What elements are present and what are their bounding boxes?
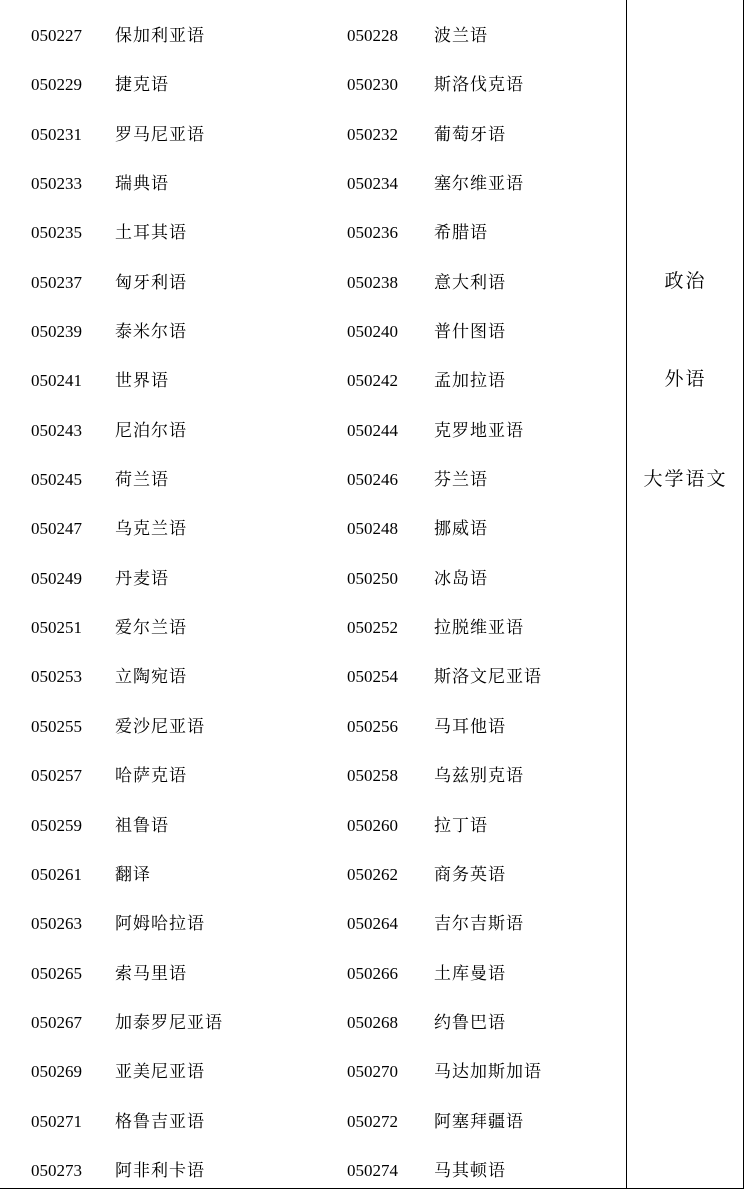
table-row	[0, 603, 626, 652]
major-name: 阿姆哈拉语	[115, 914, 205, 934]
major-name: 泰米尔语	[115, 322, 187, 342]
major-code: 050259	[31, 815, 82, 835]
major-name: 捷克语	[115, 75, 169, 95]
major-code: 050255	[31, 716, 82, 736]
major-code: 050274	[347, 1160, 398, 1180]
major-name: 爱沙尼亚语	[115, 716, 205, 736]
table-row	[0, 159, 626, 208]
major-code: 050233	[31, 174, 82, 194]
table-row	[0, 504, 626, 553]
major-code: 050227	[31, 26, 82, 45]
subject-foreign-language: 外语	[664, 369, 707, 390]
table-row	[0, 356, 626, 405]
table-row	[0, 307, 626, 356]
major-code: 050261	[31, 864, 82, 884]
major-name: 马耳他语	[434, 716, 506, 736]
major-name: 翻译	[115, 864, 151, 884]
table-row	[0, 850, 626, 899]
major-code: 050243	[31, 420, 82, 440]
major-name: 马达加斯加语	[434, 1062, 542, 1082]
major-code: 050264	[347, 914, 398, 934]
major-name: 世界语	[115, 371, 169, 391]
major-name: 保加利亚语	[115, 26, 205, 45]
major-code: 050268	[347, 1012, 398, 1032]
major-name: 索马里语	[115, 963, 187, 983]
major-code: 050267	[31, 1012, 82, 1032]
major-name: 土库曼语	[434, 963, 506, 983]
major-code: 050244	[347, 420, 398, 440]
major-code: 050252	[347, 618, 398, 638]
table-row	[0, 455, 626, 504]
table-row	[0, 702, 626, 751]
subject-college-chinese: 大学语文	[643, 469, 728, 490]
major-code: 050240	[347, 322, 398, 342]
table-row	[0, 949, 626, 998]
major-code: 050263	[31, 914, 82, 934]
major-code: 050266	[347, 963, 398, 983]
major-name: 乌克兰语	[115, 519, 187, 539]
major-code: 050256	[347, 716, 398, 736]
major-name: 斯洛文尼亚语	[434, 667, 542, 687]
table-row	[0, 652, 626, 701]
major-name: 波兰语	[434, 26, 488, 45]
table-row	[0, 751, 626, 800]
major-name: 葡萄牙语	[434, 124, 506, 144]
major-name: 希腊语	[434, 223, 488, 243]
major-code: 050238	[347, 272, 398, 292]
table-row	[0, 1047, 626, 1096]
major-code: 050258	[347, 766, 398, 786]
major-code: 050269	[31, 1062, 82, 1082]
major-code: 050273	[31, 1160, 82, 1180]
major-name: 商务英语	[434, 864, 506, 884]
major-name: 匈牙利语	[115, 272, 187, 292]
table-row	[0, 801, 626, 850]
major-name: 乌兹别克语	[434, 766, 524, 786]
major-name: 拉丁语	[434, 815, 488, 835]
major-name: 格鲁吉亚语	[115, 1111, 205, 1131]
major-code: 050254	[347, 667, 398, 687]
table-row	[0, 1097, 626, 1146]
major-name: 罗马尼亚语	[115, 124, 205, 144]
major-name: 普什图语	[434, 322, 506, 342]
major-code: 050270	[347, 1062, 398, 1082]
major-code: 050229	[31, 75, 82, 95]
major-code: 050253	[31, 667, 82, 687]
major-name: 芬兰语	[434, 470, 488, 490]
major-name: 斯洛伐克语	[434, 75, 524, 95]
major-code: 050249	[31, 568, 82, 588]
major-code: 050257	[31, 766, 82, 786]
major-code: 050247	[31, 519, 82, 539]
major-name: 爱尔兰语	[115, 618, 187, 638]
major-code: 050239	[31, 322, 82, 342]
major-code: 050236	[347, 223, 398, 243]
major-code: 050232	[347, 124, 398, 144]
major-code: 050272	[347, 1111, 398, 1131]
major-name: 阿塞拜疆语	[434, 1111, 524, 1131]
subject-politics: 政治	[664, 271, 707, 292]
table-row	[0, 208, 626, 257]
major-name: 荷兰语	[115, 470, 169, 490]
major-name: 马其顿语	[434, 1160, 506, 1180]
major-name: 约鲁巴语	[434, 1012, 506, 1032]
major-code: 050248	[347, 519, 398, 539]
major-list	[0, 11, 626, 1195]
major-code: 050241	[31, 371, 82, 391]
major-code: 050265	[31, 963, 82, 983]
major-name: 土耳其语	[115, 223, 187, 243]
major-name: 吉尔吉斯语	[434, 914, 524, 934]
major-code: 050251	[31, 618, 82, 638]
major-code: 050245	[31, 470, 82, 490]
major-name: 意大利语	[434, 272, 506, 292]
table-row	[0, 406, 626, 455]
major-code: 050235	[31, 223, 82, 243]
major-code: 050246	[347, 470, 398, 490]
major-code: 050234	[347, 174, 398, 194]
major-code: 050242	[347, 371, 398, 391]
major-name: 丹麦语	[115, 568, 169, 588]
major-name: 亚美尼亚语	[115, 1062, 205, 1082]
major-code: 050231	[31, 124, 82, 144]
major-name: 拉脱维亚语	[434, 618, 524, 638]
major-code: 050228	[347, 26, 398, 45]
table-row	[0, 110, 626, 159]
major-name: 尼泊尔语	[115, 420, 187, 440]
major-name: 孟加拉语	[434, 371, 506, 391]
table-row	[0, 60, 626, 109]
major-code: 050237	[31, 272, 82, 292]
table-row	[0, 258, 626, 307]
major-name: 立陶宛语	[115, 667, 187, 687]
major-name: 瑞典语	[115, 174, 169, 194]
table-row	[0, 11, 626, 60]
major-code: 050260	[347, 815, 398, 835]
major-name: 挪威语	[434, 519, 488, 539]
major-name: 祖鲁语	[115, 815, 169, 835]
major-name: 哈萨克语	[115, 766, 187, 786]
major-name: 加泰罗尼亚语	[115, 1012, 223, 1032]
major-name: 冰岛语	[434, 568, 488, 588]
major-name: 塞尔维亚语	[434, 174, 524, 194]
major-name: 克罗地亚语	[434, 420, 524, 440]
major-code: 050230	[347, 75, 398, 95]
major-code: 050262	[347, 864, 398, 884]
major-code: 050250	[347, 568, 398, 588]
major-name: 阿非利卡语	[115, 1160, 205, 1180]
table-row	[0, 998, 626, 1047]
major-code: 050271	[31, 1111, 82, 1131]
table-row	[0, 899, 626, 948]
table-row	[0, 1146, 626, 1195]
exam-subjects-cell	[627, 0, 744, 1189]
table-row	[0, 554, 626, 603]
